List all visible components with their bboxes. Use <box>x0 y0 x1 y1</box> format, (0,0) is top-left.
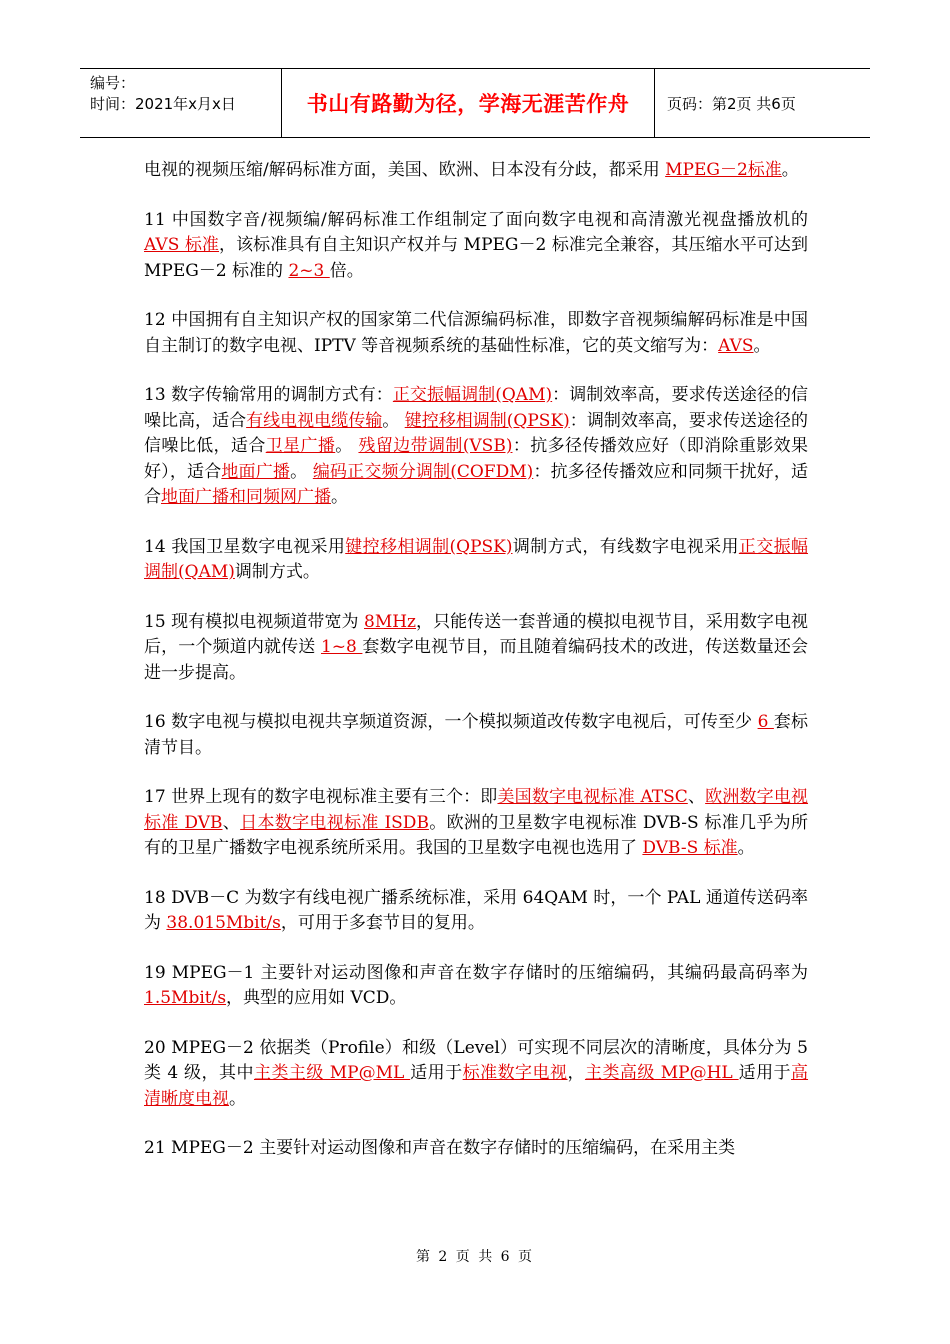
answer-highlight: 8MHz <box>364 611 417 632</box>
paragraph-text: 调制方式，有线数字电视采用 <box>512 536 739 557</box>
answer-highlight: 1~8 <box>320 637 363 657</box>
paragraph-text: 。 <box>290 461 313 482</box>
answer-highlight: AVS 标准 <box>144 235 220 255</box>
answer-highlight: 键控移相调制(QPSK) <box>404 410 570 431</box>
page-footer: 第 2 页 共 6 页 <box>415 1249 535 1265</box>
paragraph-text: 20 MPEG－2 依据类（Profile）和级（Level）可实现不同层次的清晰度，具体分为 5 类 4 级，其中 <box>144 1037 808 1083</box>
paragraph-text: 套标清节目。 <box>144 712 808 758</box>
answer-highlight: 38.015Mbit/s <box>166 913 281 933</box>
answer-highlight: 有线电视电缆传输 <box>246 410 383 431</box>
paragraph-text: 适用于 <box>410 1063 463 1083</box>
answer-highlight: 欧洲数字电视标准 DVB <box>144 787 809 833</box>
paragraph-text: 适用于 <box>738 1063 792 1083</box>
answer-highlight: 日本数字电视标准 ISDB <box>240 812 429 833</box>
answer-highlight: 1.5Mbit/s <box>144 988 227 1008</box>
answer-highlight: AVS <box>718 335 754 356</box>
paragraph-text: 。 <box>382 410 405 431</box>
paragraph-text: 16 数字电视与模拟电视共享频道资源，一个模拟频道改传数字电视后，可传至少 <box>144 712 758 732</box>
paragraph-text: ，该标准具有自主知识产权并与 MPEG－2 标准完全兼容，其压缩水平可达到 MPEG－2 标准的 <box>144 235 808 281</box>
date-label: 时间：2021年x月x日 <box>90 95 236 113</box>
paragraph <box>144 1036 808 1113</box>
paragraph-text: ， <box>567 1063 585 1083</box>
answer-highlight: 残留边带调制(VSB) <box>358 436 513 456</box>
answer-highlight: 编码正交频分调制(COFDM) <box>312 461 534 482</box>
paragraph-text: 。 <box>229 1088 246 1109</box>
paragraph <box>144 1136 808 1162</box>
paragraph-text: ：调制效率高，要求传送途径的信噪比低，适合 <box>144 410 809 456</box>
paragraph-text: 11 中国数字音/视频编/解码标准工作组制定了面向数字电视和高清激光视盘播放机的 <box>144 209 808 230</box>
paragraph <box>144 785 808 862</box>
paragraph-text: 套数字电视节目，而且随着编码技术的改进，传送数量还会进一步提高。 <box>144 637 809 683</box>
answer-highlight: 正交振幅调制(QAM) <box>392 385 553 405</box>
paragraph <box>144 383 808 511</box>
answer-highlight: 地面广播 <box>221 461 291 482</box>
paragraph <box>144 535 808 586</box>
paragraph-text: 。 <box>781 160 799 180</box>
paragraph-text: ，典型的应用如 VCD。 <box>226 988 407 1008</box>
paragraph-text: 倍。 <box>329 260 364 281</box>
header-page-info: 页码：第2页 共6页 <box>667 94 796 113</box>
paragraph-text: 12 中国拥有自主知识产权的国家第二代信源编码标准，即数字音视频编解码标准是中国自主制订的数字电视、IPTV 等音视频系统的基础性标准，它的英文缩写为： <box>144 310 808 356</box>
header-motto: 书山有路勤为径，学海无涯苦作舟 <box>282 69 655 137</box>
paragraph-text: ，只能传送一套普通的模拟电视节目，采用数字电视后，一个频道内就传送 <box>144 611 808 657</box>
paragraph <box>144 308 808 359</box>
document-body <box>144 158 808 1186</box>
paragraph-text: 、 <box>222 812 241 833</box>
paragraph-text: 。欧洲的卫星数字电视标准 DVB-S 标准几乎为所有的卫星广播数字电视系统所采用。我国的卫星数字电视也选用了 <box>144 812 809 858</box>
paragraph <box>144 610 808 687</box>
paragraph-text: 21 MPEG－2 主要针对运动图像和声音在数字存储时的压缩编码，在采用主类 <box>144 1138 736 1158</box>
paragraph-text: 、 <box>687 787 706 807</box>
paragraph-text: 。 <box>737 838 755 858</box>
paragraph <box>144 158 808 184</box>
answer-highlight: 卫星广播 <box>265 436 336 456</box>
answer-highlight: 正交振幅调制(QAM) <box>144 536 809 582</box>
paragraph-text: 。 <box>335 436 359 456</box>
answer-highlight: 键控移相调制(QPSK) <box>345 536 513 557</box>
answer-highlight: 主类主级 MP@ML <box>253 1063 411 1083</box>
paragraph-text: 。 <box>753 335 771 356</box>
paragraph-text: 15 现有模拟电视频道带宽为 <box>144 611 364 632</box>
paragraph <box>144 961 808 1012</box>
answer-highlight: 6 <box>757 712 774 732</box>
paragraph-text: ，可用于多套节目的复用。 <box>280 913 485 933</box>
answer-highlight: 2~3 <box>288 260 330 281</box>
paragraph-text: 调制方式。 <box>234 562 320 582</box>
paragraph-text: 19 MPEG－1 主要针对运动图像和声音在数字存储时的压缩编码，其编码最高码率为 <box>144 962 808 983</box>
paragraph-text: 18 DVB－C 为数字有线电视广播系统标准，采用 64QAM 时，一个 PAL 通道传送码率为 <box>144 887 808 933</box>
answer-highlight: DVB-S 标准 <box>642 838 738 858</box>
paragraph-text: 13 数字传输常用的调制方式有： <box>144 385 393 405</box>
answer-highlight: MPEG－2标准 <box>665 160 782 180</box>
paragraph <box>144 886 808 937</box>
paragraph-text: 14 我国卫星数字电视采用 <box>144 536 346 557</box>
code-label: 编号： <box>90 74 136 92</box>
paragraph-text: ：抗多径传播效应好（即消除重影效果好），适合 <box>144 436 809 482</box>
answer-highlight: 地面广播和同频网广播 <box>161 487 331 507</box>
answer-highlight: 主类高级 MP@HL <box>584 1063 739 1083</box>
paragraph <box>144 710 808 761</box>
answer-highlight: 美国数字电视标准 ATSC <box>497 787 688 807</box>
answer-highlight: 高清晰度电视 <box>144 1063 809 1109</box>
answer-highlight: 标准数字电视 <box>462 1063 568 1083</box>
paragraph-text: 。 <box>331 487 348 507</box>
paragraph-text: ：调制效率高，要求传送途径的信噪比高，适合 <box>144 385 809 431</box>
paragraph <box>144 208 808 285</box>
header-meta <box>80 69 282 137</box>
paragraph-text: 17 世界上现有的数字电视标准主要有三个：即 <box>144 787 498 807</box>
page-header <box>80 68 870 138</box>
paragraph-text: 电视的视频压缩/解码标准方面，美国、欧洲、日本没有分歧，都采用 <box>144 160 666 180</box>
paragraph-text: ：抗多径传播效应和同频干扰好，适合 <box>144 461 809 507</box>
